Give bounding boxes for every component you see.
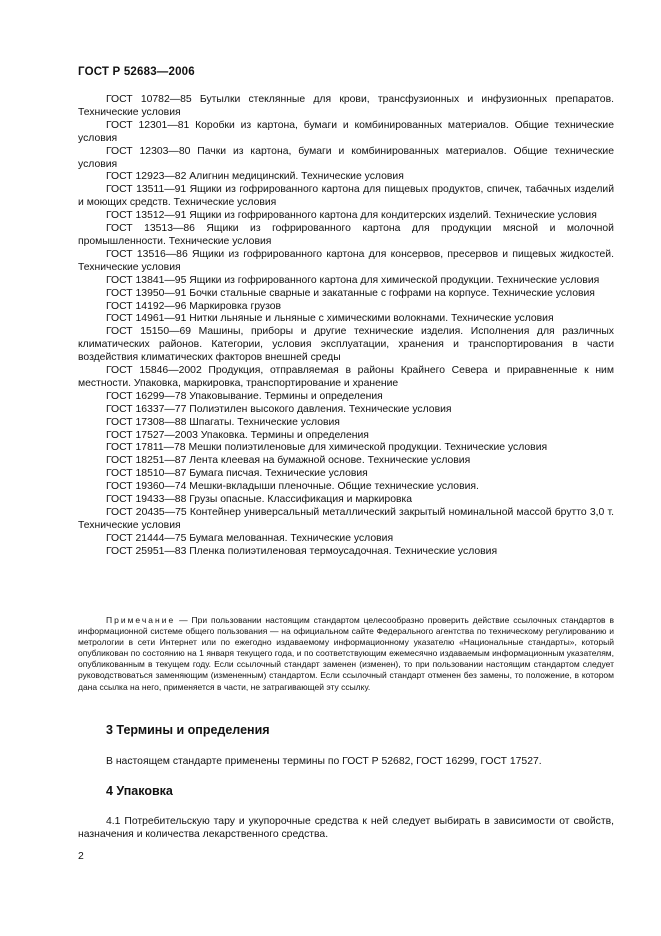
note-paragraph [78, 615, 614, 693]
reference-item: ГОСТ 19433—88 Грузы опасные. Классификация и маркировка [106, 494, 413, 506]
section-4-title: 4 Упаковка [106, 784, 173, 798]
reference-item: ГОСТ 18251—87 Лента клеевая на бумажной основе. Технические условия [106, 455, 471, 467]
reference-item: ГОСТ 17527—2003 Упаковка. Термины и определения [106, 429, 369, 441]
note-label: Примечание [106, 615, 176, 625]
reference-item: ГОСТ 25951—83 Пленка полиэтиленовая термоусадочная. Технические условия [106, 545, 498, 557]
reference-item: ГОСТ 15846—2002 Продукция, отправляемая в районы Крайнего Севера и приравненные к ним местности. Упаковка, маркировка, транспортирование и хранение [78, 365, 614, 389]
reference-item: ГОСТ 13950—91 Бочки стальные сварные и закатанные с гофрами на корпусе. Технические условия [106, 287, 595, 299]
document-header: ГОСТ Р 52683—2006 [78, 66, 195, 78]
reference-item: ГОСТ 13512—91 Ящики из гофрированного картона для кондитерских изделий. Технические условия [106, 210, 597, 222]
reference-item: ГОСТ 10782—85 Бутылки стеклянные для крови, трансфузионных и инфузионных препаратов. Технические условия [78, 94, 614, 118]
reference-item: ГОСТ 18510—87 Бумага писчая. Технические условия [106, 468, 368, 480]
page-number: 2 [78, 851, 84, 862]
section-4-text: 4.1 Потребительскую тару и укупорочные средства к ней следует выбирать в зависимости от свойств, назначения и количества лекарственного средства. [78, 816, 614, 840]
reference-item: ГОСТ 21444—75 Бумага мелованная. Технические условия [106, 532, 394, 544]
reference-item: ГОСТ 13513—86 Ящики из гофрированного картона для продукции мясной и молочной промышленности. Технические условия [78, 223, 614, 247]
reference-item: ГОСТ 19360—74 Мешки-вкладыши пленочные. Общие технические условия. [106, 481, 479, 493]
reference-item: ГОСТ 12303—80 Пачки из картона, бумаги и комбинированных материалов. Общие технические условия [78, 145, 614, 170]
reference-item: ГОСТ 12923—82 Алигнин медицинский. Технические условия [106, 171, 404, 183]
reference-item: ГОСТ 12301—81 Коробки из картона, бумаги и комбинированных материалов. Общие технические условия [78, 119, 614, 144]
reference-list [78, 94, 614, 559]
reference-item: ГОСТ 14961—91 Нитки льняные и льняные с химическими волокнами. Технические условия [106, 313, 554, 325]
reference-item: ГОСТ 13841—95 Ящики из гофрированного картона для химической продукции. Технические условия [106, 274, 600, 286]
reference-item: ГОСТ 16299—78 Упаковывание. Термины и определения [106, 390, 383, 402]
reference-item: ГОСТ 20435—75 Контейнер универсальный металлический закрытый номинальной массой брутто 3,0 т. Технические условия [78, 507, 614, 531]
reference-item: ГОСТ 17308—88 Шпагаты. Технические условия [106, 416, 340, 428]
note-text: — При пользовании настоящим стандартом целесообразно проверить действие ссылочных стандартов в информационной системе общего пользования — на официальном сайте Федерального агентства по техническому регулированию и метрологии в сети Интернет или по ежегодно издаваемому информационному указателю «Национальные стандарты», который опубликован по состоянию на 1 января текущего года, и по соответствующим ежемесячно издаваемым информационным указателям, опубликованным в текущем году. Если ссылочный стандарт заменен (изменен), то при пользовании настоящим стандартом следует руководствоваться заменяющим (измененным) стандартом. Если ссылочный стандарт отменен без замены, то положение, в котором дана ссылка на него, применяется в части, не затрагивающей эту ссылку. [78, 615, 614, 692]
reference-item: ГОСТ 13516—86 Ящики из гофрированного картона для консервов, пресервов и пищевых жидкостей. Технические условия [78, 248, 614, 273]
reference-item: ГОСТ 15150—69 Машины, приборы и другие технические изделия. Исполнения для различных климатических районов. Категории, условия эксплуатации, хранения и транспортирования в части воздействия климатических факторов внешней среды [78, 326, 614, 364]
reference-item: ГОСТ 13511—91 Ящики из гофрированного картона для пищевых продуктов, спичек, табачных изделий и моющих средств. Технические условия [78, 184, 614, 209]
reference-item: ГОСТ 16337—77 Полиэтилен высокого давления. Технические условия [106, 403, 452, 415]
reference-item: ГОСТ 17811—78 Мешки полиэтиленовые для химической продукции. Технические условия [106, 442, 548, 454]
reference-item: ГОСТ 14192—96 Маркировка грузов [106, 300, 282, 312]
section-3-text: В настоящем стандарте применены термины по ГОСТ Р 52682, ГОСТ 16299, ГОСТ 17527. [106, 756, 542, 767]
section-3-title: 3 Термины и определения [106, 723, 270, 737]
note-block [78, 615, 614, 693]
